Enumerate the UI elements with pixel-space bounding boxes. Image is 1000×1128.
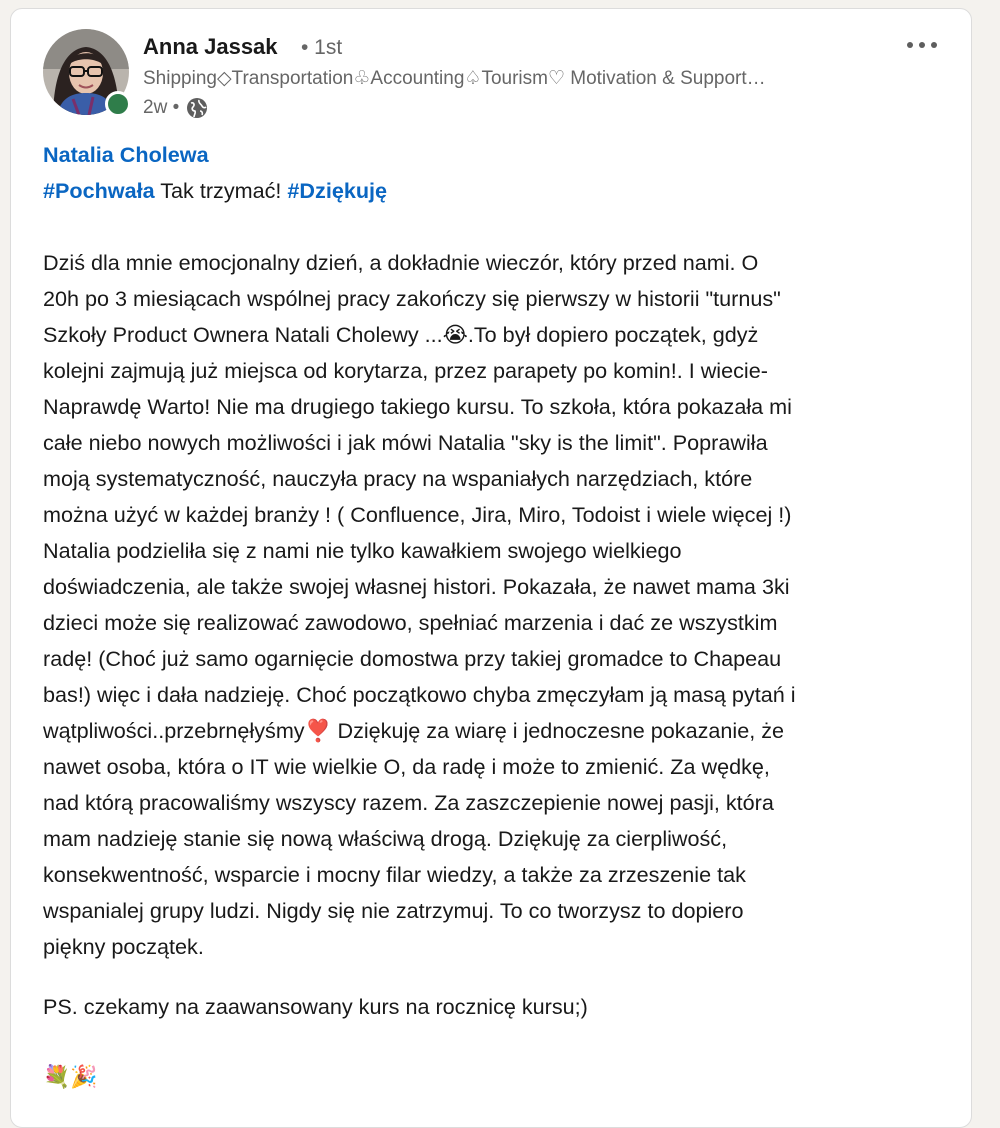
ps-text: PS. czekamy na zaawansowany kurs na rocznicę kursu;)	[43, 994, 588, 1019]
bouquet-party-emoji: 💐🎉	[43, 1064, 98, 1089]
post-body-line: dzieci może się realizować zawodowo, spełniać marzenia i dać ze wszystkim	[43, 610, 778, 635]
author-name[interactable]: Anna Jassak	[143, 34, 278, 59]
more-options-button[interactable]	[902, 37, 942, 53]
post-ps	[43, 989, 963, 1025]
post-body-line: nad którą pracowaliśmy wszyscy razem. Za zaszczepienie nowej pasji, która	[43, 790, 774, 815]
post-body-line: Dziś dla mnie emocjonalny dzień, a dokładnie wieczór, który przed nami. O	[43, 250, 759, 275]
post-body-line: kolejni zajmują już miejsca od korytarza, przez parapety po komin!. I wiecie-	[43, 358, 768, 383]
connection-degree: • 1st	[301, 36, 343, 59]
post-body-line: Szkoły Product Ownera Natali Cholewy ...😭.To był dopiero początek, gdyż	[43, 322, 759, 347]
post-body	[43, 245, 963, 965]
post-body-line: bas!) więc i dała nadzieję. Choć początkowo chyba zmęczyłam ją masą pytań i	[43, 682, 796, 707]
post-body-line: radę! (Choć już samo ogarnięcie domostwa przy takiej gromadce to Chapeau	[43, 646, 782, 671]
author-headline: Shipping◇Transportation♧Accounting♤Tourism♡ Motivation & Support…	[143, 68, 766, 89]
hashtag-dziekuje-link[interactable]: #Dziękuję	[287, 178, 388, 203]
post-body-line: mam nadzieję stanie się nową właściwą drogą. Dziękuję za cierpliwość,	[43, 826, 728, 851]
post-body-line: Naprawdę Warto! Nie ma drugiego takiego kursu. To szkoła, która pokazała mi	[43, 394, 792, 419]
online-status-icon	[105, 91, 131, 117]
emoji-row	[43, 1064, 98, 1090]
post-body-line: moją systematyczność, nauczyła pracy na wspaniałych narzędziach, które	[43, 466, 753, 491]
post-body-line: 20h po 3 miesiącach wspólnej pracy zakończy się pierwszy w historii "turnus"	[43, 286, 781, 311]
post-body-line: całe niebo nowych możliwości i jak mówi Natalia "sky is the limit". Poprawiła	[43, 430, 768, 455]
post-body-line: konsekwentność, wsparcie i mocny filar wiedzy, a także za zrzeszenie tak	[43, 862, 746, 887]
post-inline-text: Tak trzymać!	[154, 178, 288, 203]
post-body-line: można użyć w każdej branży ! ( Confluence, Jira, Miro, Todoist i wiele więcej !)	[43, 502, 792, 527]
post-body-line: nawet osoba, która o IT wie wielkie O, da radę i może to zmienić. Za wędkę,	[43, 754, 770, 779]
mention-link[interactable]: Natalia Cholewa	[43, 142, 209, 167]
post-body-line: Natalia podzieliła się z nami nie tylko kawałkiem swojego wielkiego	[43, 538, 682, 563]
post-body-line: wspanialej grupy ludzi. Nigdy się nie zatrzymuj. To co tworzysz to dopiero	[43, 898, 744, 923]
author-avatar[interactable]	[43, 29, 129, 115]
post-card	[10, 8, 972, 1128]
ellipsis-icon	[907, 42, 913, 48]
post-body-line: doświadczenia, ale także swojej własnej histori. Pokazała, że nawet mama 3ki	[43, 574, 790, 599]
post-header-text	[43, 137, 953, 209]
globe-icon	[185, 96, 209, 120]
post-time: 2w •	[143, 97, 180, 118]
post-body-line: piękny początek.	[43, 934, 204, 959]
hashtag-pochwala-link[interactable]: #Pochwała	[43, 178, 155, 203]
post-body-line: wątpliwości..przebrnęłyśmy❣️ Dziękuję za wiarę i jednoczesne pokazanie, że	[43, 718, 785, 743]
post-meta	[143, 96, 209, 120]
